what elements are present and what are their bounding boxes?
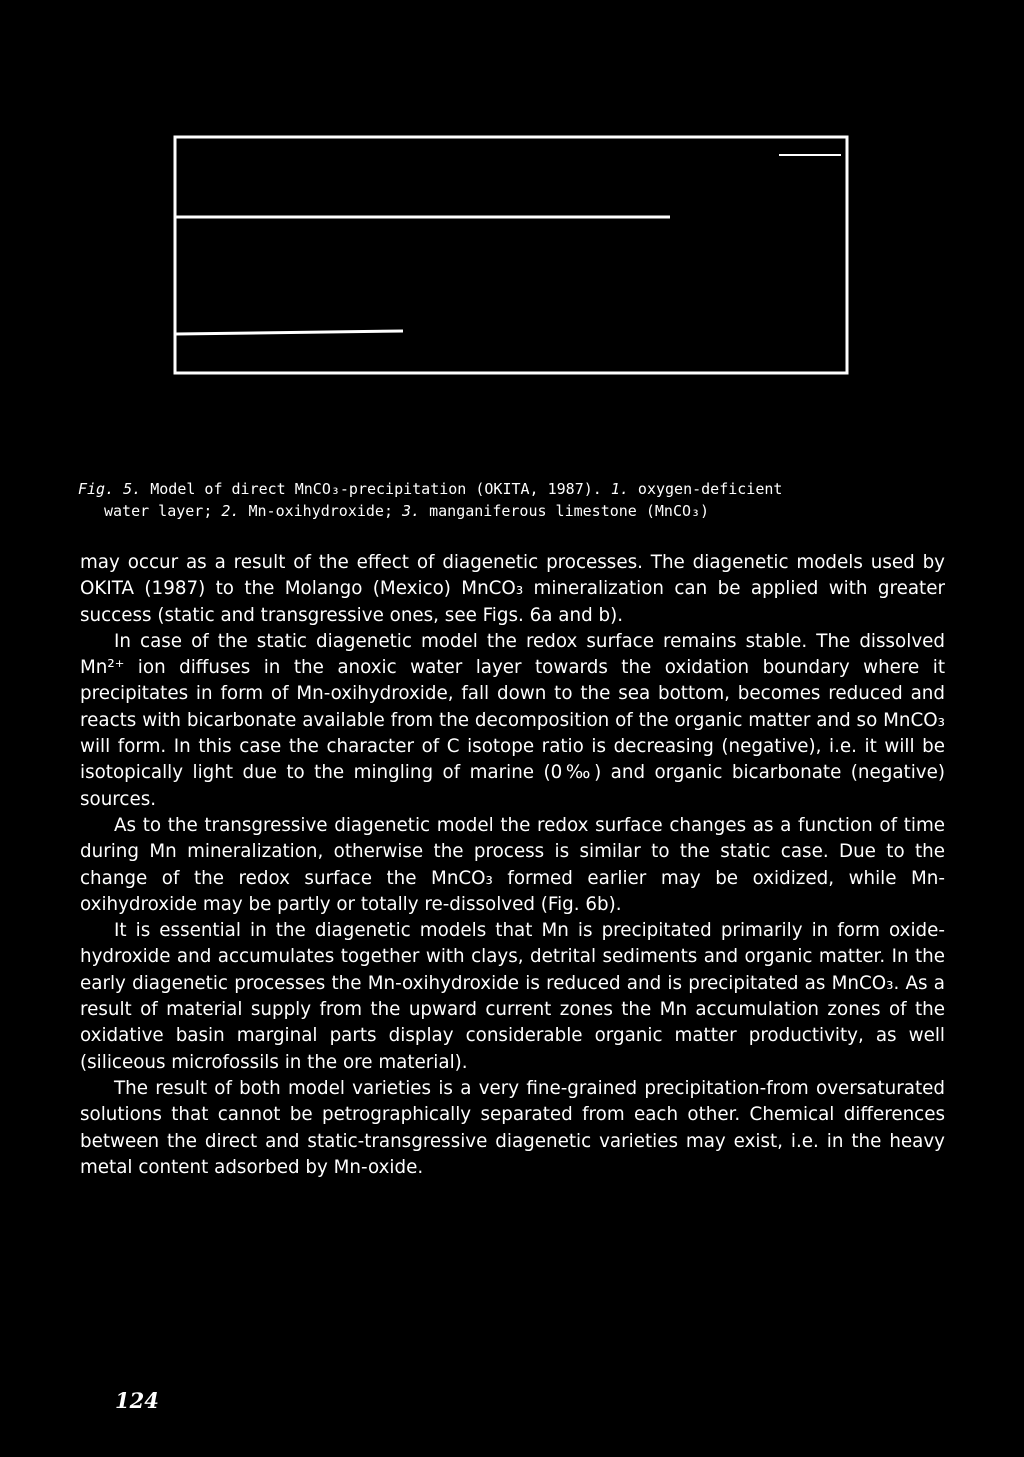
caption-line-2 <box>78 500 958 522</box>
caption-item-1-continued: water layer; <box>104 502 213 520</box>
diagram-frame <box>175 137 847 373</box>
caption-item-1-text: oxygen-deficient <box>637 480 783 498</box>
paragraph-5: The result of both model varieties is a very fine-grained precipitation-from oversaturated solutions that cannot be petrographically separated from each other. Chemical differences between the direct and static-transgressive diagenetic varieties may exist, i.e. in the heavy metal content adsorbed by Mn-oxide. <box>80 1077 945 1178</box>
paragraph-1: may occur as a result of the effect of diagenetic processes. The diagenetic models used by OKITA (1987) to the Molango (Mexico) MnCO₃ mineralization can be applied with greater success (static and transgressive ones, see Figs. 6a and b). <box>80 552 945 626</box>
caption-line-1 <box>78 478 958 500</box>
caption-fig-label: Fig. 5. <box>78 480 142 498</box>
caption-item-3-number: 3. <box>402 502 421 520</box>
caption-item-3-text: manganiferous limestone (MnCO₃) <box>429 502 710 520</box>
body-text <box>80 550 945 1181</box>
paragraph-4: It is essential in the diagenetic models that Mn is precipitated primarily in form oxide-hydroxide and accumulates together with clays, detrital sediments and organic matter. In the early diagenetic processes the Mn-oxihydroxide is reduced and is precipitated as MnCO₃. As a result of material supply from the upward current zones the Mn accumulation zones of the oxidative basin marginal parts display considerable organic matter productivity, as well (siliceous microfossils in the ore material). <box>80 920 945 1073</box>
paragraph-3: As to the transgressive diagenetic model the redox surface changes as a function of time during Mn mineralization, otherwise the process is similar to the static case. Due to the change of the redox surface the MnCO₃ formed earlier may be oxidized, while Mn-oxihydroxide may be partly or totally re-dissolved (Fig. 6b). <box>80 814 945 915</box>
diagram-line-mn-oxihydroxide <box>176 331 403 334</box>
caption-item-1-number: 1. <box>610 480 629 498</box>
caption-item-2-number: 2. <box>221 502 240 520</box>
caption-item-2-text: Mn-oxihydroxide; <box>248 502 393 520</box>
caption-title: Model of direct MnCO₃-precipitation (OKITA, 1987). <box>150 480 602 498</box>
figure-5-diagram <box>173 135 849 375</box>
page-number: 124 <box>115 1388 159 1413</box>
figure-caption <box>78 478 958 522</box>
paragraph-2: In case of the static diagenetic model the redox surface remains stable. The dissolved Mn²⁺ ion diffuses in the anoxic water layer towards the oxidation boundary where it precipitates in form of Mn-oxihydroxide, fall down to the sea bottom, becomes reduced and reacts with bicarbonate available from the decomposition of the organic matter and so MnCO₃ will form. In this case the character of C isotope ratio is decreasing (negative), i.e. it will be isotopically light due to the mingling of marine (0‰) and organic bicarbonate (negative) sources. <box>80 630 945 810</box>
